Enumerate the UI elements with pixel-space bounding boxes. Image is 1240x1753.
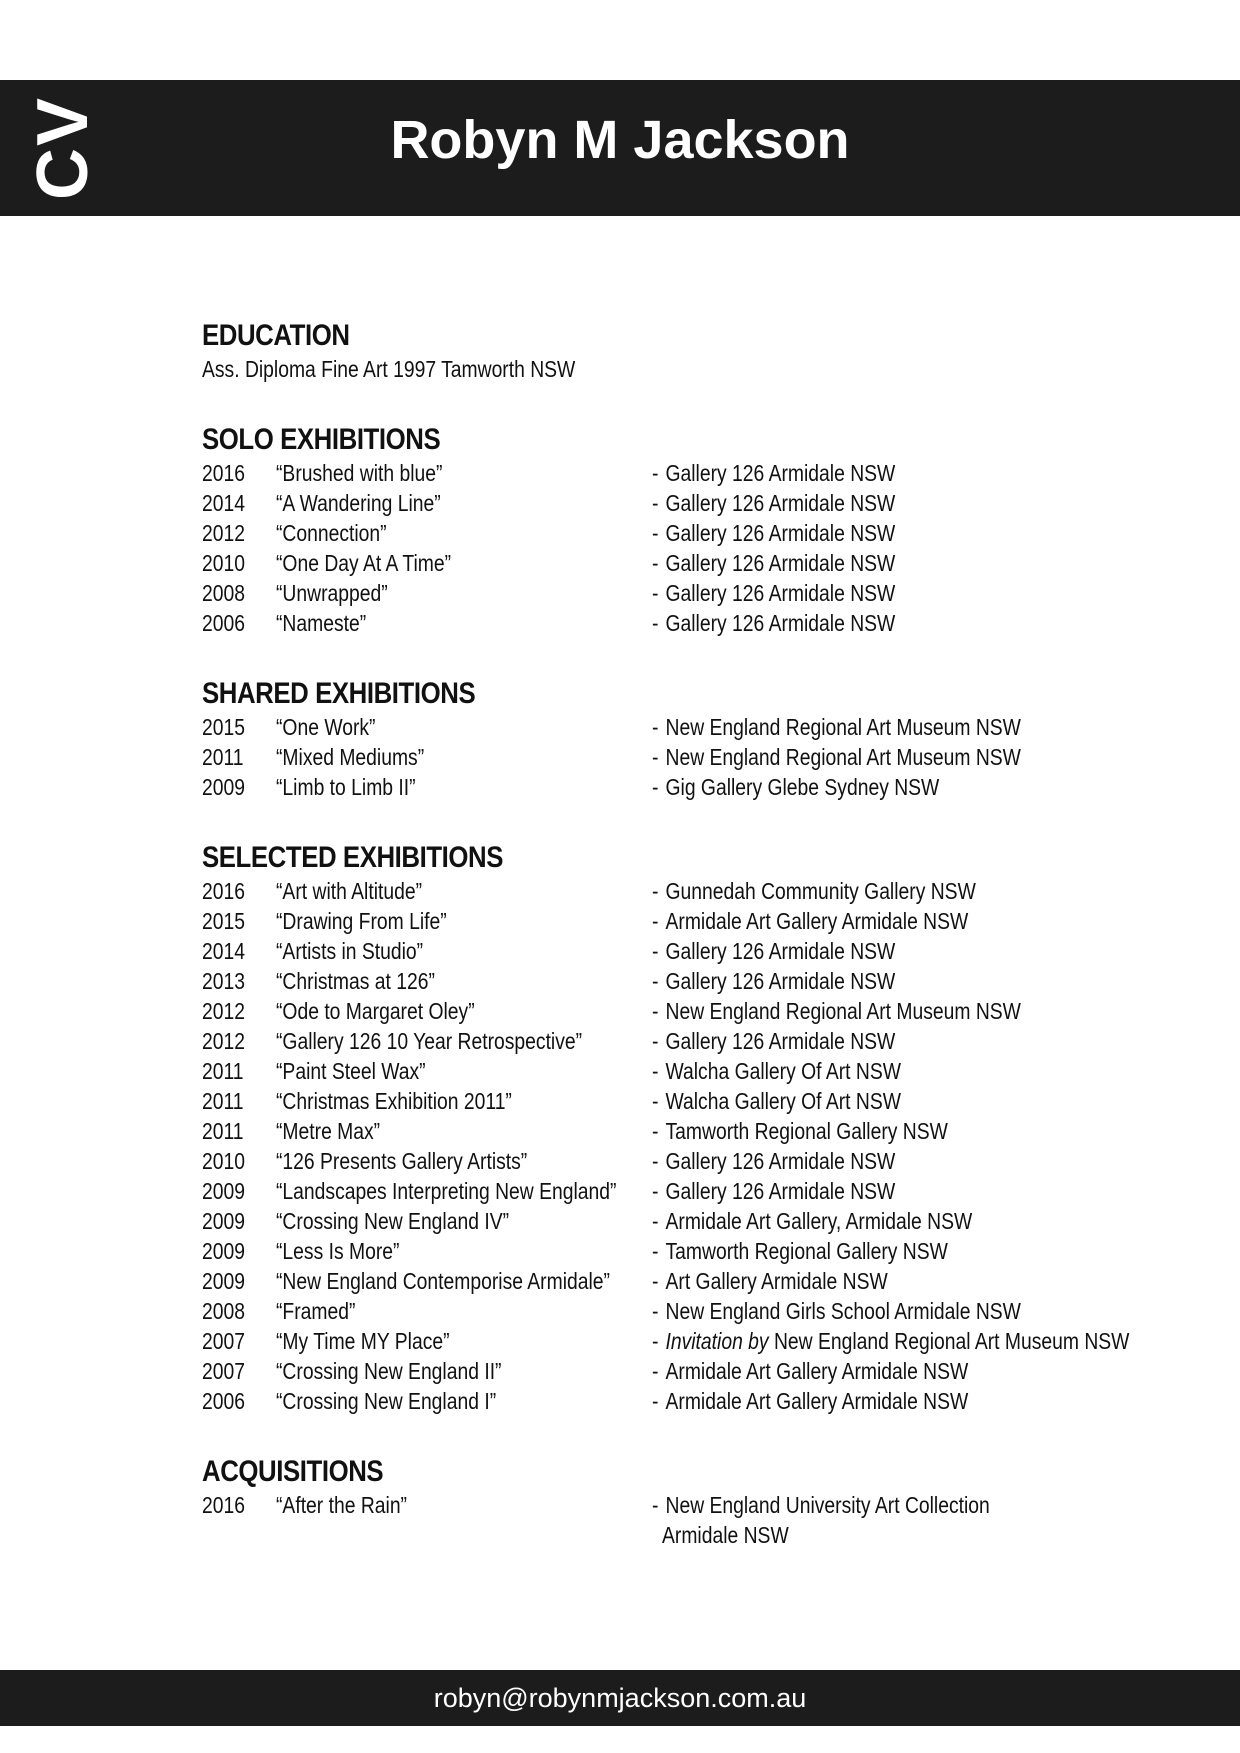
list-item (202, 488, 1162, 518)
venue-dash: - (652, 580, 664, 606)
venue-name: Walcha Gallery Of Art NSW (665, 1058, 901, 1084)
exhibition-year: 2014 (202, 490, 245, 516)
exhibition-title: “Paint Steel Wax” (276, 1058, 426, 1084)
exhibition-title: “A Wandering Line” (276, 490, 441, 516)
exhibition-title: “Landscapes Interpreting New England” (276, 1178, 617, 1204)
list-item (202, 876, 1162, 906)
solo-exhibitions-list (202, 458, 1162, 638)
list-item (202, 1326, 1162, 1356)
list-item (202, 1296, 1162, 1326)
venue-name: Gallery 126 Armidale NSW (665, 610, 896, 636)
venue-name: Tamworth Regional Gallery NSW (665, 1238, 948, 1264)
venue-name: New England Regional Art Museum NSW (665, 714, 1021, 740)
venue-name: Gig Gallery Glebe Sydney NSW (665, 774, 940, 800)
venue-name: Gallery 126 Armidale NSW (665, 580, 896, 606)
exhibition-venue (652, 1266, 888, 1296)
exhibition-year: 2007 (202, 1358, 245, 1384)
venue-name: Gallery 126 Armidale NSW (665, 490, 896, 516)
list-item (202, 608, 1162, 638)
exhibition-venue (652, 906, 968, 936)
exhibition-year: 2010 (202, 1148, 245, 1174)
venue-name: New England Regional Art Museum NSW (665, 744, 1021, 770)
venue-name: Gallery 126 Armidale NSW (665, 550, 896, 576)
venue-name: Gallery 126 Armidale NSW (665, 1178, 896, 1204)
exhibition-year: 2015 (202, 714, 245, 740)
section-title: SHARED EXHIBITIONS (202, 677, 476, 710)
exhibition-venue (652, 518, 895, 548)
list-item (202, 458, 1162, 488)
exhibition-venue (652, 578, 895, 608)
venue-name: Tamworth Regional Gallery NSW (665, 1118, 948, 1144)
education-line: Ass. Diploma Fine Art 1997 Tamworth NSW (202, 356, 576, 382)
venue-name: Armidale Art Gallery Armidale NSW (665, 1388, 969, 1414)
exhibition-year: 2008 (202, 580, 245, 606)
exhibition-venue (652, 458, 895, 488)
list-item (202, 742, 1162, 772)
exhibition-year: 2009 (202, 774, 245, 800)
selected-exhibitions-section (202, 840, 1162, 1416)
exhibition-year: 2007 (202, 1328, 245, 1354)
exhibition-year: 2010 (202, 550, 245, 576)
venue-name: Gallery 126 Armidale NSW (665, 1148, 896, 1174)
venue-name-line2: Armidale NSW (662, 1522, 789, 1548)
list-item (202, 1236, 1162, 1266)
exhibition-title: “Christmas Exhibition 2011” (276, 1088, 512, 1114)
exhibition-venue (652, 1236, 948, 1266)
venue-dash: - (652, 1178, 664, 1204)
venue-name: Gallery 126 Armidale NSW (665, 938, 896, 964)
venue-dash: - (652, 774, 664, 800)
list-item (202, 712, 1162, 742)
exhibition-year: 2012 (202, 998, 245, 1024)
venue-dash: - (652, 520, 664, 546)
list-item (202, 1490, 1162, 1520)
page-title: Robyn M Jackson (390, 110, 850, 170)
exhibition-venue (652, 712, 1021, 742)
exhibition-year: 2011 (202, 744, 244, 770)
list-item (202, 1146, 1162, 1176)
venue-name: Armidale Art Gallery, Armidale NSW (665, 1208, 973, 1234)
exhibition-venue (652, 1326, 1129, 1356)
venue-dash: - (652, 1238, 664, 1264)
venue-dash: - (652, 1088, 664, 1114)
venue-dash: - (652, 1028, 664, 1054)
venue-dash: - (652, 1358, 664, 1384)
exhibition-title: “126 Presents Gallery Artists” (276, 1148, 528, 1174)
venue-dash: - (652, 460, 664, 486)
list-item (202, 1056, 1162, 1086)
exhibition-venue (652, 996, 1021, 1026)
exhibition-title: “After the Rain” (276, 1492, 408, 1518)
exhibition-title: “Christmas at 126” (276, 968, 435, 994)
venue-dash: - (652, 1328, 664, 1354)
venue-name: Gallery 126 Armidale NSW (665, 460, 896, 486)
exhibition-title: “One Day At A Time” (276, 550, 452, 576)
exhibition-title: “Nameste” (276, 610, 367, 636)
list-item (202, 772, 1162, 802)
exhibition-venue (652, 548, 895, 578)
venue-dash: - (652, 550, 664, 576)
exhibition-venue (652, 1356, 968, 1386)
venue-name: Walcha Gallery Of Art NSW (665, 1088, 901, 1114)
exhibition-venue (652, 1176, 895, 1206)
selected-exhibitions-list (202, 876, 1162, 1416)
exhibition-venue (652, 1206, 972, 1236)
list-item (202, 578, 1162, 608)
venue-dash: - (652, 1058, 664, 1084)
venue-name: Armidale Art Gallery Armidale NSW (665, 908, 969, 934)
venue-dash: - (652, 1118, 664, 1144)
exhibition-venue (652, 1056, 901, 1086)
cv-mark-text: CV (23, 95, 103, 201)
venue-dash: - (652, 908, 664, 934)
shared-exhibitions-list (202, 712, 1162, 802)
venue-name: Art Gallery Armidale NSW (665, 1268, 888, 1294)
venue-dash: - (652, 1492, 664, 1518)
acquisitions-list (202, 1490, 1162, 1550)
exhibition-title: “Mixed Mediums” (276, 744, 425, 770)
venue-name: Gallery 126 Armidale NSW (665, 520, 896, 546)
exhibition-title: “Limb to Limb II” (276, 774, 416, 800)
exhibition-title: “Crossing New England II” (276, 1358, 502, 1384)
list-item (202, 1266, 1162, 1296)
exhibition-venue (652, 936, 895, 966)
exhibition-venue (652, 772, 939, 802)
section-title: SOLO EXHIBITIONS (202, 423, 441, 456)
exhibition-venue (652, 876, 976, 906)
contact-email[interactable]: robyn@robynmjackson.com.au (433, 1683, 807, 1713)
list-item-continuation (202, 1520, 1162, 1550)
venue-dash: - (652, 1388, 664, 1414)
exhibition-year: 2012 (202, 1028, 245, 1054)
exhibition-year: 2009 (202, 1238, 245, 1264)
exhibition-venue (652, 1026, 895, 1056)
solo-exhibitions-section (202, 422, 1162, 638)
list-item (202, 548, 1162, 578)
exhibition-venue (652, 1490, 990, 1520)
exhibition-venue (652, 1086, 901, 1116)
venue-name: New England Regional Art Museum NSW (665, 998, 1021, 1024)
exhibition-year: 2011 (202, 1118, 244, 1144)
section-title: ACQUISITIONS (202, 1455, 384, 1488)
venue-dash: - (652, 998, 664, 1024)
list-item (202, 518, 1162, 548)
venue-dash: - (652, 1268, 664, 1294)
exhibition-venue (652, 966, 895, 996)
venue-dash: - (652, 610, 664, 636)
exhibition-title: “Gallery 126 10 Year Retrospective” (276, 1028, 583, 1054)
exhibition-year: 2013 (202, 968, 245, 994)
venue-name: New England University Art Collection (665, 1492, 990, 1518)
venue-dash: - (652, 968, 664, 994)
exhibition-year: 2012 (202, 520, 245, 546)
venue-name: Gallery 126 Armidale NSW (665, 968, 896, 994)
exhibition-year: 2006 (202, 1388, 245, 1414)
exhibition-venue (652, 1296, 1021, 1326)
exhibition-year: 2009 (202, 1178, 245, 1204)
list-item (202, 1356, 1162, 1386)
venue-name: New England Girls School Armidale NSW (665, 1298, 1021, 1324)
exhibition-venue (652, 742, 1021, 772)
exhibition-venue (652, 1386, 968, 1416)
list-item (202, 1206, 1162, 1236)
venue-dash: - (652, 1148, 664, 1174)
venue-name: New England Regional Art Museum NSW (773, 1328, 1130, 1354)
exhibition-title: “Art with Altitude” (276, 878, 423, 904)
venue-dash: - (652, 714, 664, 740)
exhibition-title: “New England Contemporise Armidale” (276, 1268, 610, 1294)
venue-name: Gallery 126 Armidale NSW (665, 1028, 896, 1054)
list-item (202, 996, 1162, 1026)
venue-name: Armidale Art Gallery Armidale NSW (665, 1358, 969, 1384)
exhibition-year: 2016 (202, 1492, 245, 1518)
list-item (202, 966, 1162, 996)
exhibition-title: “Crossing New England IV” (276, 1208, 510, 1234)
exhibition-venue (652, 1116, 948, 1146)
exhibition-year: 2009 (202, 1208, 245, 1234)
venue-dash: - (652, 1298, 664, 1324)
section-title: SELECTED EXHIBITIONS (202, 841, 504, 874)
list-item (202, 1026, 1162, 1056)
section-title: EDUCATION (202, 319, 350, 352)
exhibition-title: “Connection” (276, 520, 387, 546)
exhibition-title: “Less Is More” (276, 1238, 400, 1264)
venue-dash: - (652, 938, 664, 964)
shared-exhibitions-section (202, 676, 1162, 802)
exhibition-title: “Drawing From Life” (276, 908, 447, 934)
exhibition-title: “Ode to Margaret Oley” (276, 998, 475, 1024)
exhibition-year: 2011 (202, 1058, 244, 1084)
venue-invitation-note: Invitation by (665, 1328, 769, 1354)
venue-dash: - (652, 878, 664, 904)
exhibition-year: 2016 (202, 878, 245, 904)
list-item (202, 1386, 1162, 1416)
exhibition-year: 2016 (202, 460, 245, 486)
venue-dash: - (652, 744, 664, 770)
exhibition-year: 2006 (202, 610, 245, 636)
exhibition-year: 2008 (202, 1298, 245, 1324)
exhibition-title: “Crossing New England I” (276, 1388, 497, 1414)
exhibition-year: 2009 (202, 1268, 245, 1294)
list-item (202, 1116, 1162, 1146)
exhibition-venue (652, 1146, 895, 1176)
cv-content (202, 318, 1162, 1588)
exhibition-venue (652, 608, 895, 638)
venue-name: Gunnedah Community Gallery NSW (665, 878, 976, 904)
exhibition-title: “Framed” (276, 1298, 356, 1324)
exhibition-year: 2011 (202, 1088, 244, 1114)
exhibition-title: “My Time MY Place” (276, 1328, 450, 1354)
exhibition-year: 2014 (202, 938, 245, 964)
exhibition-title: “Metre Max” (276, 1118, 381, 1144)
venue-dash: - (652, 1208, 664, 1234)
exhibition-venue (652, 488, 895, 518)
acquisitions-section (202, 1454, 1162, 1550)
exhibition-title: “One Work” (276, 714, 376, 740)
education-section (202, 318, 1162, 384)
list-item (202, 1086, 1162, 1116)
exhibition-title: “Artists in Studio” (276, 938, 424, 964)
exhibition-title: “Unwrapped” (276, 580, 388, 606)
list-item (202, 906, 1162, 936)
exhibition-title: “Brushed with blue” (276, 460, 443, 486)
list-item (202, 1176, 1162, 1206)
venue-dash: - (652, 490, 664, 516)
exhibition-year: 2015 (202, 908, 245, 934)
list-item (202, 936, 1162, 966)
